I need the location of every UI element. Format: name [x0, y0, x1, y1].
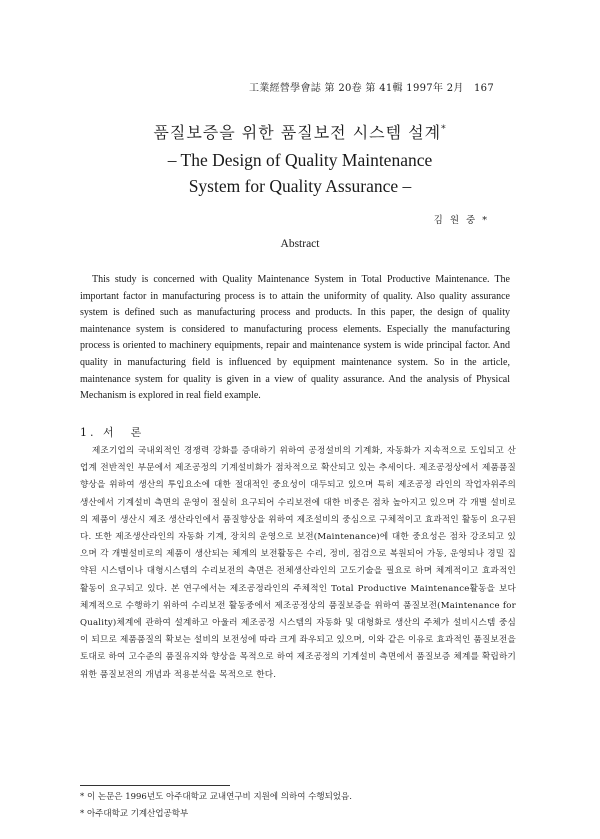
- title-english-line2: System for Quality Assurance –: [188, 176, 412, 196]
- author-name: 김 원 중 *: [433, 215, 489, 226]
- section-heading: 1. 서 론: [80, 426, 145, 439]
- abstract-body: [80, 272, 510, 405]
- running-head: 工業經營學會誌 第 20卷 第 41輯 1997年 2月 167: [248, 83, 494, 94]
- title-korean: [0, 120, 600, 143]
- footnote-affiliation: * 아주대학교 기계산업공학부: [80, 809, 189, 819]
- abstract-heading: Abstract: [280, 238, 320, 250]
- abstract-paragraph: This study is concerned with Quality Maintenance System in Total Productive Maintenance. The important factor in manufacturing process is to attain the uniformity of quality. Also quality assurance system is defined such as manufacturing process and products. In this paper, the design of quality maintenance system is considered to manufacturing process elements. Especially the manufacturing process is oriented to machinery equipments, repair and maintenance system is wide principal factor. And quality in manufacturing field is influenced by equipment maintenance system. So in the article, maintenance system for quality is given in a view of quality assurance. And the analysis of Physical Mechanism is explored in real field example.: [80, 274, 510, 402]
- footnote-funding: * 이 논문은 1996년도 아주대학교 교내연구비 지원에 의하여 수행되었음.: [80, 792, 352, 802]
- title-footnote-mark: *: [441, 124, 447, 135]
- footnote-rule: [80, 785, 230, 786]
- section-paragraph: 제조기업의 국내외적인 경쟁력 강화를 증대하기 위하여 공정설비의 기계화, 자동화가 지속적으로 도입되고 산업계 전반적인 부문에서 제조공정의 기계설비화가 점차적으로 확산되고 있는 추세이다. 제조공정상에서 제품품질 향상을 위하여 생산의 투입요소에 대한 절대적인 중요성이 대두되고 있으며 특히 제조공정 라인의 작업자위주의 생산에서 기계설비 측면의 운영이 절실히 요구되어 수리보전에 대한 비중은 점차 높아지고 있으며 각 개별 설비로의 제품이 생산시 제조 생산라인에서 품질향상을 위하여 제조설비의 중심으로 구체적이고 효과적인 활동이 요구된다. 또한 제조생산라인의 자동화 기계, 장치의 운영으로 보전(Maintenance)에 대한 중요성은 점차 강조되고 있으며 각 개별설비로의 제품이 생산되는 체계의 보전활동은 수리, 정비, 점검으로 복원되어 가동, 운영되나 경밀 집약된 시스템이나 대형시스템의 수리보전의 측면은 전체생산라인의 고도기술을 필요로 하며 체계적이고 효과적인 활동이 요구되고 있다. 본 연구에서는 제조공정라인의 주체적인 Total Productive Maintenance활동을 보다 체계적으로 수행하기 위하여 수리보전 활동중에서 제조공정상의 품질보증을 위하여 품질보전(Maintenance for Quality)체계에 관하여 설계하고 아울러 제조공정 시스템의 자동화 및 대형화로 생산의 주체가 설비시스템 중심이 되므로 제품품질의 확보는 설비의 보전성에 따라 크게 좌우되고 있으며, 이와 같은 이유로 효과적인 품질보전을 토대로 하여 고수준의 품질유지와 향상을 목적으로 하여 제조공정의 기계설비 측면에서 품질보증 체계를 확립하기 위한 품질보전의 개념과 적용분석을 목적으로 한다.: [80, 446, 516, 680]
- title-korean-text: 품질보증을 위한 품질보전 시스템 설계: [153, 123, 442, 142]
- title-english-line1: – The Design of Quality Maintenance: [167, 150, 433, 170]
- section-body: [80, 443, 516, 684]
